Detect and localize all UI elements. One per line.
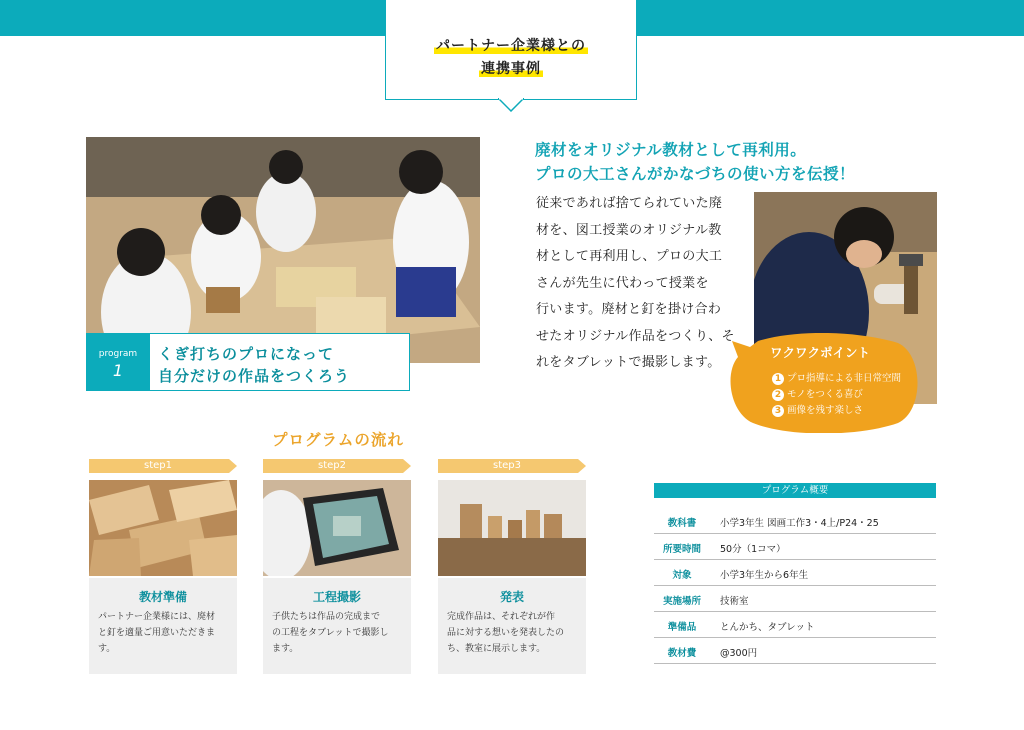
waku-point-item-text: プロ指導による非日常空間 <box>787 373 902 384</box>
summary-row <box>654 534 936 560</box>
tablet-photo <box>263 480 411 576</box>
wood-scraps-photo <box>89 480 237 576</box>
summary-key: 教科書 <box>667 518 697 529</box>
step-description-line: す。 <box>98 644 116 654</box>
body-line: 行います。廃材と釘を掛け合わ <box>536 302 722 317</box>
step-card <box>263 578 411 674</box>
summary-row <box>654 508 936 534</box>
number-badge-icon: 2 <box>772 389 784 401</box>
step-card <box>89 578 237 674</box>
body-text <box>536 191 746 377</box>
summary-row <box>654 638 936 664</box>
waku-point-item-text: 画像を残す楽しさ <box>787 405 864 416</box>
program-title-line2: 自分だけの作品をつくろう <box>158 367 351 385</box>
program-title-line1: くぎ打ちのプロになって <box>158 345 335 363</box>
step-description-line: ます。 <box>272 644 299 654</box>
summary-value: 50分（1コマ） <box>720 544 786 555</box>
tablet-illustration <box>263 480 411 576</box>
page-title-line2: 連携事例 <box>481 61 541 77</box>
classroom-photo <box>86 137 480 363</box>
step-description-line: 完成作品は、それぞれが作 <box>447 612 556 622</box>
page-title-line1: パートナー企業様との <box>436 38 586 54</box>
step-description-line: ち、教室に展示します。 <box>447 644 546 654</box>
step-description <box>447 609 578 657</box>
headline-line1: 廃材をオリジナル教材として再利用。 <box>535 141 807 159</box>
title-box-pointer <box>498 98 524 112</box>
program-label: program <box>98 349 138 359</box>
body-line: れをタブレットで撮影します。 <box>536 355 721 370</box>
waku-point-item <box>772 370 901 385</box>
step-name: 教材準備 <box>138 590 187 604</box>
step-description-line: 子供たちは作品の完成まで <box>272 612 381 622</box>
step-tag <box>263 459 411 473</box>
summary-value: 技術室 <box>720 596 749 607</box>
summary-key: 所要時間 <box>662 544 701 555</box>
body-line: 従来であれば捨てられていた廃 <box>536 196 723 211</box>
summary-value: 小学3年生から6年生 <box>720 570 809 581</box>
displayed-works-illustration <box>438 480 586 576</box>
waku-point-item <box>772 386 863 401</box>
step-tag-label: step2 <box>318 460 346 471</box>
program-title-box <box>150 333 410 391</box>
step-tag <box>89 459 237 473</box>
summary-value: @300円 <box>720 648 758 659</box>
summary-row <box>654 586 936 612</box>
wood-scraps-illustration <box>89 480 237 576</box>
body-line: 材を、図工授業のオリジナル教 <box>536 222 722 238</box>
program-number: 1 <box>112 361 124 380</box>
step-tag-label: step3 <box>493 460 521 471</box>
number-badge-icon: 3 <box>772 405 784 417</box>
body-line: せたオリジナル作品をつくり、そ <box>536 328 735 344</box>
waku-point-item <box>772 402 863 417</box>
summary-row <box>654 612 936 638</box>
step-description-line: の工程をタブレットで撮影し <box>272 628 389 638</box>
step-description-line: 品に対する想いを発表したの <box>447 628 565 638</box>
program-summary-title: プログラム概要 <box>654 483 936 498</box>
summary-row <box>654 560 936 586</box>
summary-key: 実施場所 <box>662 596 701 607</box>
step-tag-label: step1 <box>144 460 172 471</box>
summary-value: 小学3年生 図画工作3・4上/P24・25 <box>720 518 879 529</box>
step-description <box>272 609 403 657</box>
summary-value: とんかち、タブレット <box>720 622 815 633</box>
page-title-box <box>385 0 637 100</box>
waku-point-item-text: モノをつくる喜び <box>787 389 863 400</box>
step-description-line: と釘を適量ご用意いただきま <box>98 628 216 638</box>
step-card <box>438 578 586 674</box>
step-tag <box>438 459 586 473</box>
waku-point-title: ワクワクポイント <box>769 345 870 360</box>
summary-key: 準備品 <box>667 622 697 633</box>
step-name: 発表 <box>499 590 524 604</box>
program-flow-title: プログラムの流れ <box>272 431 404 449</box>
headline-line2: プロの大工さんがかなづちの使い方を伝授！ <box>535 165 856 183</box>
classroom-photo-illustration <box>86 137 480 363</box>
displayed-works-photo <box>438 480 586 576</box>
program-number-box <box>86 333 150 391</box>
body-line: 材として再利用し、プロの大工 <box>536 249 723 264</box>
summary-key: 教材費 <box>667 648 697 659</box>
body-line: さんが先生に代わって授業を <box>536 275 709 291</box>
step-description-line: パートナー企業様には、廃材 <box>98 612 216 622</box>
summary-key: 対象 <box>672 570 692 581</box>
number-badge-icon: 1 <box>772 373 784 385</box>
step-name: 工程撮影 <box>312 590 361 604</box>
step-description <box>98 609 229 657</box>
